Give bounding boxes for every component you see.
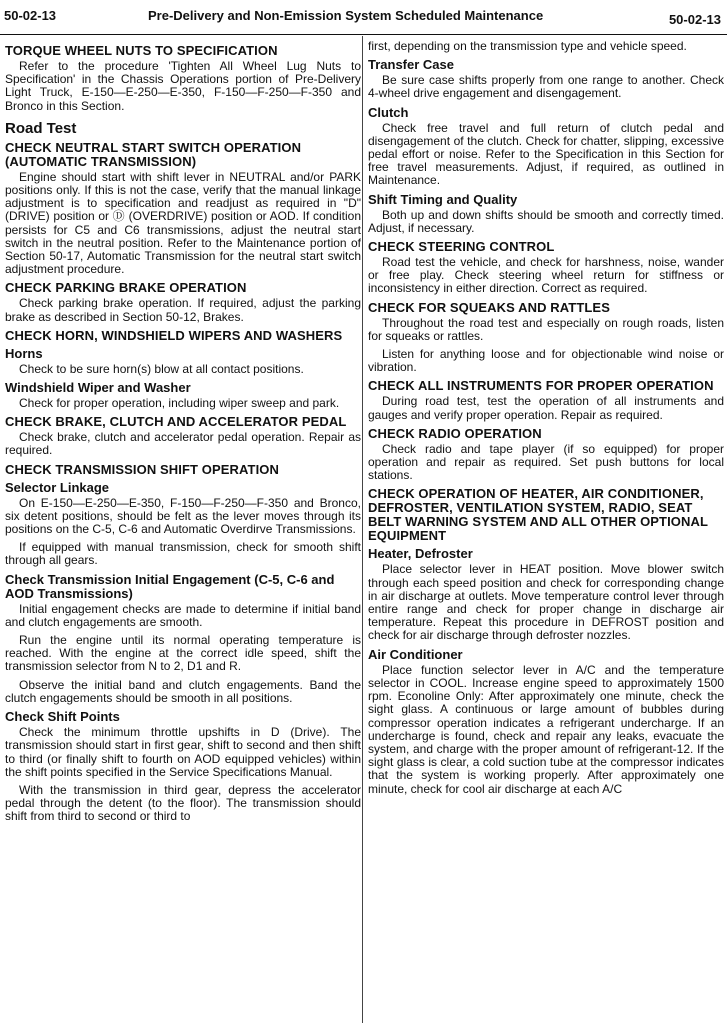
paragraph: Both up and down shifts should be smooth and correctly timed. Adjust, if necessary. <box>368 207 724 235</box>
paragraph: Check for proper operation, including wiper sweep and park. <box>19 396 340 411</box>
subheading: Selector Linkage <box>5 479 110 495</box>
subheading: Clutch <box>368 104 409 120</box>
subheading: Horns <box>5 345 43 361</box>
section-heading: CHECK BRAKE, CLUTCH AND ACCELERATOR PEDAL <box>5 414 347 430</box>
section-heading: CHECK PARKING BRAKE OPERATION <box>5 280 247 296</box>
right-column <box>368 40 724 1020</box>
section-heading: TORQUE WHEEL NUTS TO SPECIFICATION <box>5 43 278 58</box>
subheading: Air Conditioner <box>368 646 463 662</box>
subheading: Heater, Defroster <box>368 546 473 562</box>
major-heading: Road Test <box>5 119 77 137</box>
page-header <box>0 0 727 34</box>
paragraph: Check radio and tape player (if so equipped) for proper operation and repair as required. Set push buttons for local stations. <box>368 441 724 483</box>
column-divider <box>362 36 363 1023</box>
subheading: Transfer Case <box>368 57 454 73</box>
paragraph: Road test the vehicle, and check for harshness, noise, wander or free play. Check steering wheel return for stiffness or inconsistency in either direction. Correct as required. <box>368 255 724 296</box>
paragraph: Listen for anything loose and for objectionable wind noise or vibration. <box>368 347 724 375</box>
subheading: Check Shift Points <box>5 709 120 725</box>
paragraph: Observe the initial band and clutch engagements. Band the clutch engagements should be smooth in all positions. <box>5 677 361 705</box>
paragraph: Place function selector lever in A/C and the temperature selector in COOL. Increase engine speed to approximately 1500 rpm. Econoline Only: After approximately one minute, check the sight glass. A continuous or large amount of bubbles during compressor operation indicates a refrigerant undercharge. If an undercharge is found, check and repair any leaks, evacuate the system, and charge with the proper amount of refrigerant-12. If the sight glass is clear, a cold suction tube at the compressor indicates that the system is working properly. After approximately one minute, check for cool air discharge at each A/C <box>368 662 724 796</box>
section-heading: CHECK RADIO OPERATION <box>368 425 542 441</box>
paragraph: With the transmission in third gear, depress the accelerator pedal through the detent (to the floor). The transmission should shift from third to second or third to <box>5 782 361 824</box>
page-number-left: 50-02-13 <box>4 8 57 23</box>
paragraph: During road test, test the operation of all instruments and gauges and verify proper operation. Repair as required. <box>368 394 724 422</box>
section-heading: CHECK FOR SQUEAKS AND RATTLES <box>368 299 610 315</box>
paragraph: Check free travel and full return of clutch pedal and disengagement of the clutch. Check for chatter, slipping, excessive pedal effort or noise. Refer to the Specification in this Section for free travel measurements. Adjust, if required, as outlined in Maintenance. <box>368 120 724 188</box>
subheading: Windshield Wiper and Washer <box>5 380 191 396</box>
paragraph: Check parking brake operation. If required, adjust the parking brake as described in Section 50-12, Brakes. <box>5 296 361 324</box>
paragraph: Engine should start with shift lever in NEUTRAL and/or PARK positions only. If this is not the case, verify that the manual linkage adjustment is to specification and readjust as required in "D" (DRIVE) position or Ⓓ (OVERDRIVE) position or AOD. If condition persists for C5 and C6 transmissions, adjust the neutral start switch in the neutral position. Refer to the Maintenance portion of Section 50-17, Automatic Transmission for the neutral start switch adjustment procedure. <box>5 169 361 277</box>
paragraph: Throughout the road test and especially on rough roads, listen for squeaks or rattles. <box>368 315 724 343</box>
header-rule <box>0 34 727 35</box>
section-heading: CHECK HORN, WINDSHIELD WIPERS AND WASHERS <box>5 327 343 343</box>
subheading: Shift Timing and Quality <box>368 191 518 207</box>
paragraph: Be sure case shifts properly from one range to another. Check 4-wheel drive engagement and disengagement. <box>368 73 724 101</box>
paragraph: Place selector lever in HEAT position. Move blower switch through each speed position and check for corresponding change in air discharge at outlets. Move temperature control lever through entire range and check for proper change in discharge air temperature. Repeat this procedure in DEFROST position and check for air discharge through defroster nozzles. <box>368 562 724 643</box>
section-heading: CHECK ALL INSTRUMENTS FOR PROPER OPERATION <box>368 378 714 394</box>
section-heading: CHECK NEUTRAL START SWITCH OPERATION (AUTOMATIC TRANSMISSION) <box>5 139 302 169</box>
page-number-right: 50-02-13 <box>668 12 721 27</box>
subheading: Check Transmission Initial Engagement (C-5, C-6 and AOD Transmissions) <box>5 571 335 601</box>
paragraph: Check to be sure horn(s) blow at all contact positions. <box>19 361 304 376</box>
section-heading: CHECK STEERING CONTROL <box>368 239 555 255</box>
paragraph: Refer to the procedure 'Tighten All Wheel Lug Nuts to Specification' in the Chassis Operations portion of Pre-Delivery Light Truck, E-150—E-250—E-350, F-150—F-250—F-350 and Bronco in this Section. <box>5 59 361 113</box>
paragraph: Initial engagement checks are made to determine if initial band and clutch engagements are smooth. <box>5 601 361 629</box>
paragraph: first, depending on the transmission type and vehicle speed. <box>368 40 687 53</box>
paragraph: Check the minimum throttle upshifts in D (Drive). The transmission should start in first gear, shift to second and then shift to third (or finally shift to fourth on AOD equipped vehicles) within the shift points specified in the Service Specifications Manual. <box>5 725 361 779</box>
paragraph: Check brake, clutch and accelerator pedal operation. Repair as required. <box>5 430 361 458</box>
paragraph: If equipped with manual transmission, check for smooth shift through all gears. <box>5 540 361 568</box>
left-column <box>5 40 361 1020</box>
section-heading: CHECK OPERATION OF HEATER, AIR CONDITIONER, DEFROSTER, VENTILATION SYSTEM, RADIO, SEAT BELT WARNING SYSTEM AND ALL OTHER OPTIONAL EQUIPMENT <box>368 486 708 544</box>
paragraph: Run the engine until its normal operating temperature is reached. With the engine at the correct idle speed, shift the transmission selector from N to 2, D1 and R. <box>5 633 361 674</box>
section-heading: CHECK TRANSMISSION SHIFT OPERATION <box>5 461 280 477</box>
page-title: Pre-Delivery and Non-Emission System Scheduled Maintenance <box>148 8 544 23</box>
paragraph: On E-150—E-250—E-350, F-150—F-250—F-350 and Bronco, six detent positions, should be felt as the lever moves through its positions on the C-5, C-6 and Automatic Overdirve Transmissions. <box>5 495 361 537</box>
